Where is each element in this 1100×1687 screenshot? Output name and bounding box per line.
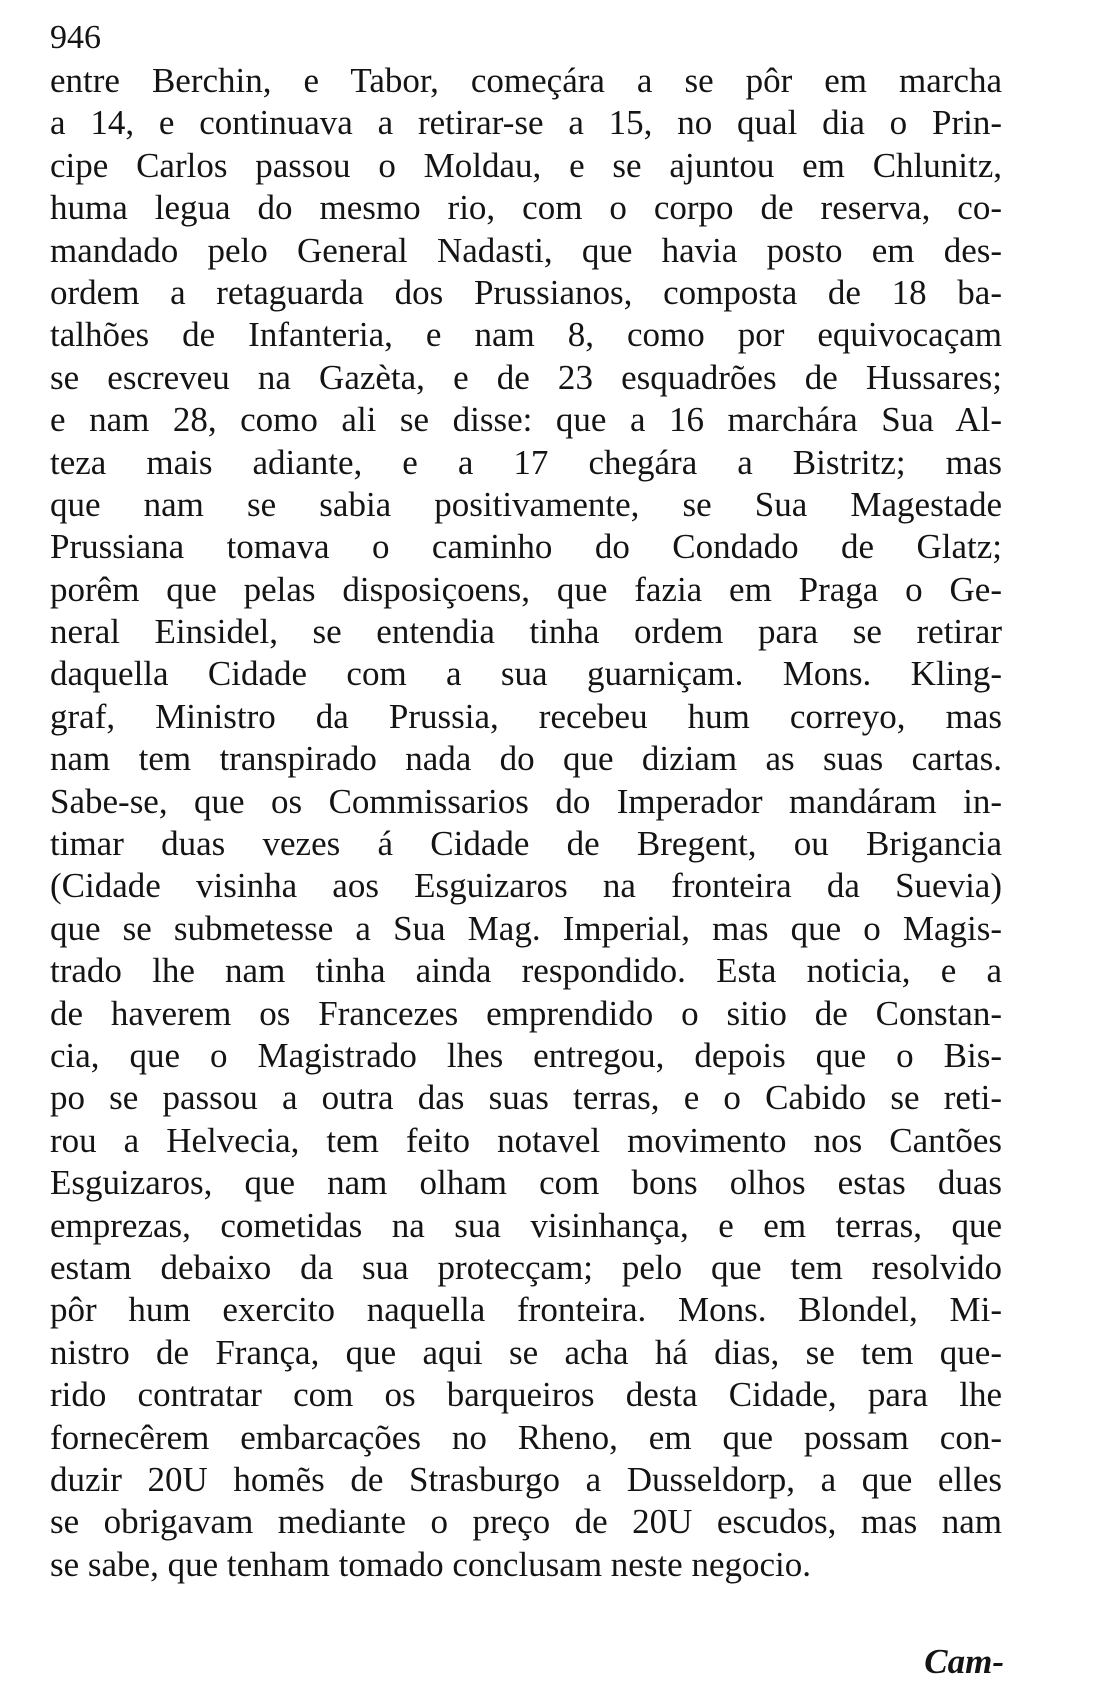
text-line: rou a Helvecia, tem feito notavel movimento nos Cantões	[50, 1120, 1002, 1160]
text-line: que nam se sabia positivamente, se Sua Magestade	[50, 484, 1002, 524]
text-line: estam debaixo da sua protecçam; pelo que tem resolvido	[50, 1247, 1002, 1287]
text-line: rido contratar com os barqueiros desta Cidade, para lhe	[50, 1375, 1002, 1415]
page-number: 946	[50, 19, 101, 56]
text-line: cipe Carlos passou o Moldau, e se ajuntou em Chlunitz,	[50, 145, 1002, 185]
text-line: cia, que o Magistrado lhes entregou, depois que o Bis-	[50, 1035, 1002, 1075]
text-line: neral Einsidel, se entendia tinha ordem para se retirar	[50, 612, 1002, 652]
text-line: e nam 28, como ali se disse: que a 16 marchára Sua Al-	[50, 400, 1002, 440]
text-line: huma legua do mesmo rio, com o corpo de reserva, co-	[50, 188, 1002, 228]
text-line: Sabe-se, que os Commissarios do Imperador mandáram in-	[50, 781, 1002, 821]
text-line: trado lhe nam tinha ainda respondido. Esta noticia, e a	[50, 951, 1002, 991]
body-text	[50, 60, 1002, 1586]
text-line: teza mais adiante, e a 17 chegára a Bistritz; mas	[50, 442, 1002, 482]
text-line: fornecêrem embarcações no Rheno, em que possam con-	[50, 1417, 1002, 1457]
text-line: Prussiana tomava o caminho do Condado de Glatz;	[50, 527, 1002, 567]
text-line: talhões de Infanteria, e nam 8, como por equivocaçam	[50, 315, 1002, 355]
catchword: Cam-	[924, 1642, 1004, 1681]
text-line: emprezas, cometidas na sua visinhança, e em terras, que	[50, 1205, 1002, 1245]
text-line: entre Berchin, e Tabor, começára a se pôr em marcha	[50, 61, 1002, 100]
text-line: duzir 20U homẽs de Strasburgo a Dusseldorp, a que elles	[50, 1459, 1002, 1499]
text-line: graf, Ministro da Prussia, recebeu hum correyo, mas	[50, 696, 1002, 736]
text-line: se escreveu na Gazèta, e de 23 esquadrões de Hussares;	[50, 357, 1002, 397]
text-line: Esguizaros, que nam olham com bons olhos estas duas	[50, 1163, 1002, 1203]
text-line: de haverem os Francezes emprendido o sitio de Constan-	[50, 993, 1002, 1033]
text-line: se sabe, que tenham tomado conclusam neste negocio.	[50, 1544, 812, 1584]
text-line: timar duas vezes á Cidade de Bregent, ou Brigancia	[50, 824, 1002, 864]
text-line: porêm que pelas disposiçoens, que fazia em Praga o Ge-	[50, 569, 1002, 609]
text-line: pôr hum exercito naquella fronteira. Mons. Blondel, Mi-	[50, 1290, 1002, 1330]
text-line: a 14, e continuava a retirar-se a 15, no qual dia o Prin-	[50, 103, 1002, 143]
text-line: nam tem transpirado nada do que diziam as suas cartas.	[50, 739, 1002, 779]
text-line: nistro de França, que aqui se acha há dias, se tem que-	[50, 1332, 1002, 1372]
text-line: daquella Cidade com a sua guarniçam. Mons. Kling-	[50, 654, 1002, 694]
text-line: se obrigavam mediante o preço de 20U escudos, mas nam	[50, 1502, 1002, 1542]
text-line: mandado pelo General Nadasti, que havia posto em des-	[50, 230, 1002, 270]
text-line: ordem a retaguarda dos Prussianos, composta de 18 ba-	[50, 272, 1002, 312]
text-line: po se passou a outra das suas terras, e o Cabido se reti-	[50, 1078, 1002, 1118]
text-line: que se submetesse a Sua Mag. Imperial, mas que o Magis-	[50, 908, 1002, 948]
text-line: (Cidade visinha aos Esguizaros na fronteira da Suevia)	[50, 866, 1002, 906]
